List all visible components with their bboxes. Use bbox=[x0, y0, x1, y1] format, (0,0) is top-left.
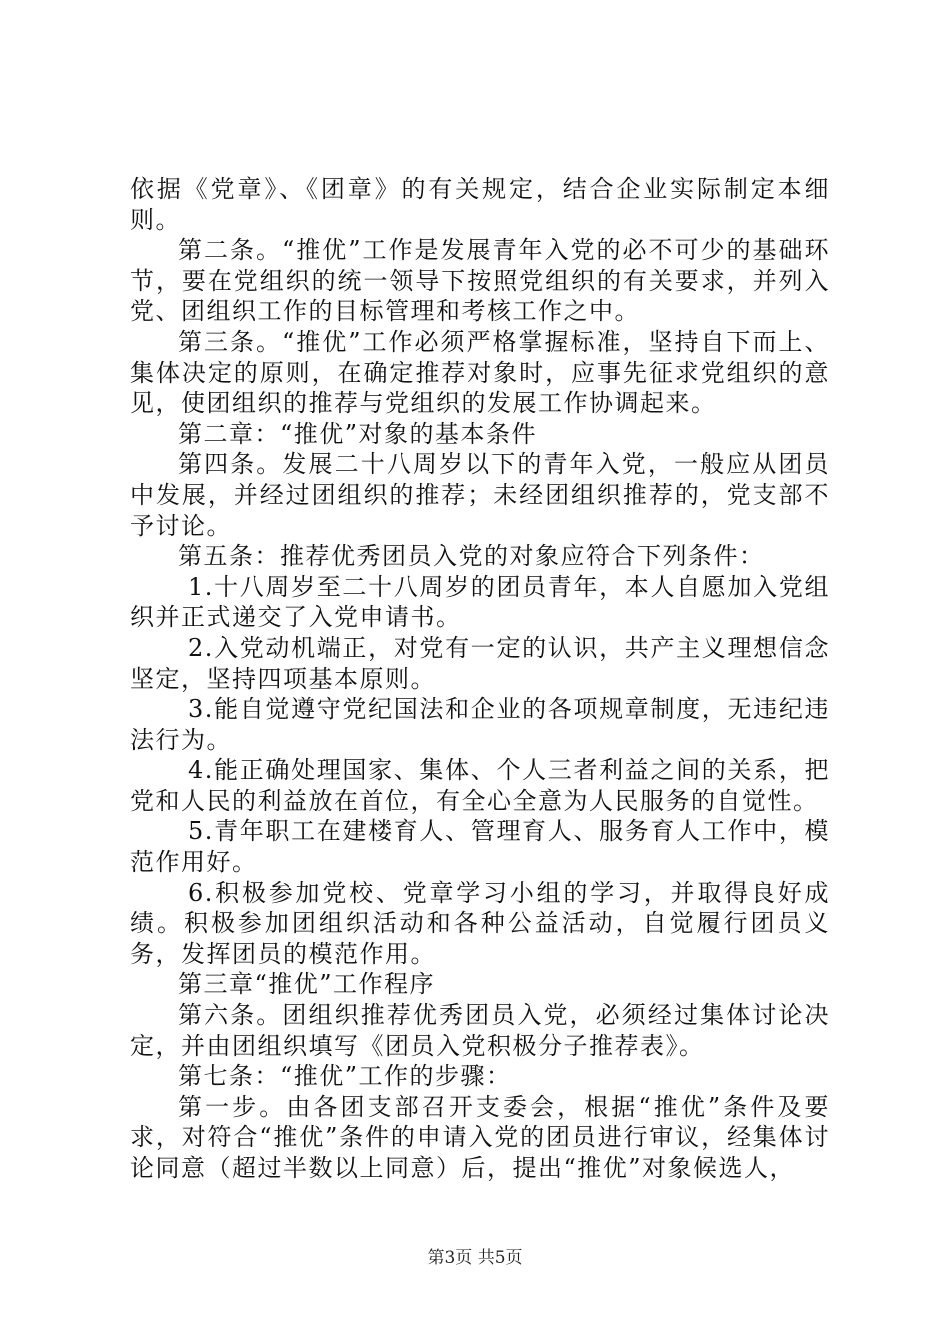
condition-item-6: 6.积极参加党校、党章学习小组的学习，并取得良好成绩。积极参加团组织活动和各种公益活动，自觉履行团员义务，发挥团员的模范作用。 bbox=[130, 878, 830, 968]
condition-item-2: 2.入党动机端正，对党有一定的认识，共产主义理想信念坚定，坚持四项基本原则。 bbox=[130, 633, 830, 693]
article-5: 第五条：推荐优秀团员入党的对象应符合下列条件： bbox=[178, 542, 765, 571]
condition-item-4: 4.能正确处理国家、集体、个人三者利益之间的关系，把党和人民的利益放在首位，有全心全意为人民服务的自觉性。 bbox=[130, 756, 830, 815]
condition-item-3: 3.能自觉遵守党纪国法和企业的各项规章制度，无违纪违法行为。 bbox=[130, 695, 830, 754]
condition-item-5: 5.青年职工在建楼育人、管理育人、服务育人工作中，模范作用好。 bbox=[130, 817, 830, 877]
article-4: 第四条。发展二十八周岁以下的青年入党，一般应从团员中发展，并经过团组织的推荐；未经团组织推荐的，党支部不予讨论。 bbox=[130, 450, 830, 540]
condition-item-1: 1.十八周岁至二十八周岁的团员青年，本人自愿加入党组织并正式递交了入党申请书。 bbox=[130, 572, 830, 632]
paragraph-intro: 依据《党章》、《团章》的有关规定，结合企业实际制定本细则。 bbox=[130, 175, 830, 234]
chapter-3-heading: 第三章“推优”工作程序 bbox=[178, 970, 436, 999]
article-3: 第三条。“推优”工作必须严格掌握标准，坚持自下而上、集体决定的原则，在确定推荐对象时，应事先征求党组织的意见，使团组织的推荐与党组织的发展工作协调起来。 bbox=[130, 327, 830, 418]
document-body bbox=[130, 174, 830, 1184]
article-6: 第六条。团组织推荐优秀团员入党，必须经过集体讨论决定，并由团组织填写《团员入党积极分子推荐表》。 bbox=[130, 1001, 830, 1060]
step-1: 第一步。由各团支部召开支委会，根据“推优”条件及要求，对符合“推优”条件的申请入党的团员进行审议，经集体讨论同意（超过半数以上同意）后，提出“推优”对象候选人， bbox=[130, 1092, 830, 1182]
chapter-2-heading: 第二章：“推优”对象的基本条件 bbox=[178, 419, 538, 448]
page-number-footer: 第3页 共5页 bbox=[427, 1248, 523, 1268]
article-2: 第二条。“推优”工作是发展青年入党的必不可少的基础环节，要在党组织的统一领导下按照党组织的有关要求，并列入党、团组织工作的目标管理和考核工作之中。 bbox=[130, 236, 830, 326]
article-7: 第七条：“推优”工作的步骤： bbox=[178, 1062, 512, 1091]
